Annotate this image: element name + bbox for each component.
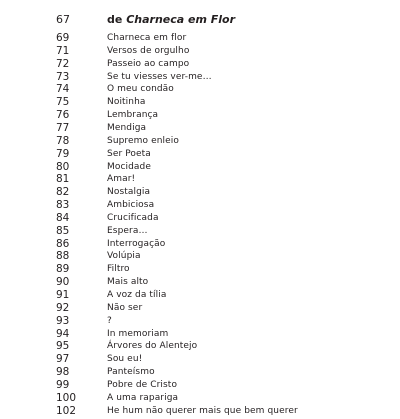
entry-page-number: 79 <box>56 147 70 160</box>
entry-title: Passeio ao campo <box>107 58 190 69</box>
entry-page-number: 80 <box>56 160 70 173</box>
entry-page-number: 69 <box>56 32 70 44</box>
entry-title: Ser Poeta <box>107 148 151 159</box>
entry-title: Supremo enleio <box>107 135 179 146</box>
entry-title: Mendiga <box>107 122 147 133</box>
entry-title: Mocidade <box>107 161 151 172</box>
entry-title: Filtro <box>107 264 130 275</box>
entry-title: Sou eu! <box>107 354 143 365</box>
entry-title: Crucificada <box>107 212 159 223</box>
entry-title: Espera… <box>107 225 148 236</box>
entry-page-number: 94 <box>56 327 70 340</box>
entry-title: ? <box>107 315 112 326</box>
entry-page-number: 78 <box>56 134 70 147</box>
entry-page-number: 86 <box>56 237 70 250</box>
entry-page-number: 74 <box>56 83 70 96</box>
entry-page-number: 90 <box>56 276 70 289</box>
entry-page-number: 99 <box>56 378 70 391</box>
entry-page-number: 95 <box>56 340 70 353</box>
entry-page-number: 98 <box>56 366 70 379</box>
entry-title: Noitinha <box>107 97 146 108</box>
entry-page-number: 100 <box>56 391 77 404</box>
entry-title: Charneca em flor <box>107 33 187 43</box>
entry-title: He hum não querer mais que bem querer <box>107 405 298 416</box>
entry-page-number: 102 <box>56 404 77 417</box>
entry-title: Volúpia <box>107 251 141 262</box>
entry-page-number: 83 <box>56 199 70 212</box>
entry-page-number: 84 <box>56 211 70 224</box>
toc-entry <box>0 403 400 419</box>
section-heading <box>0 12 400 28</box>
entry-page-number: 85 <box>56 224 70 237</box>
entry-page-number: 72 <box>56 57 70 70</box>
entry-title: Pobre de Cristo <box>107 379 178 390</box>
entry-title: Não ser <box>107 302 143 313</box>
entry-page-number: 82 <box>56 186 70 199</box>
entry-title: Mais alto <box>107 277 149 288</box>
entry-page-number: 71 <box>56 44 70 57</box>
entry-page-number: 89 <box>56 263 70 276</box>
entry-page-number: 73 <box>56 70 70 83</box>
entry-title: Ambiciosa <box>107 200 155 211</box>
entry-title: In memoriam <box>107 328 169 339</box>
entry-title: Interrogação <box>107 238 166 249</box>
section-prefix: de <box>107 13 123 26</box>
entry-title: Nostalgia <box>107 187 151 198</box>
section-title <box>107 12 235 28</box>
entry-title: Panteísmo <box>107 367 155 378</box>
entry-page-number: 75 <box>56 96 70 109</box>
entry-title: O meu condão <box>107 84 174 95</box>
entry-page-number: 76 <box>56 109 70 122</box>
entry-title: A voz da tília <box>107 290 167 300</box>
entry-title: Se tu viesses ver-me… <box>107 71 212 82</box>
entry-page-number: 88 <box>56 250 70 263</box>
entry-title: Versos de orgulho <box>107 45 190 56</box>
entry-page-number: 91 <box>56 289 70 301</box>
book-title: Charneca em Flor <box>126 13 236 26</box>
entry-title: Lembrança <box>107 110 159 121</box>
entry-page-number: 97 <box>56 353 70 366</box>
section-page-number: 67 <box>56 13 70 26</box>
entry-title: A uma rapariga <box>107 392 179 403</box>
entry-page-number: 77 <box>56 121 70 134</box>
entry-page-number: 93 <box>56 314 70 327</box>
entry-title: Amar! <box>107 174 136 185</box>
entry-page-number: 92 <box>56 301 70 314</box>
entry-title: Árvores do Alentejo <box>107 341 198 352</box>
entry-page-number: 81 <box>56 173 70 186</box>
